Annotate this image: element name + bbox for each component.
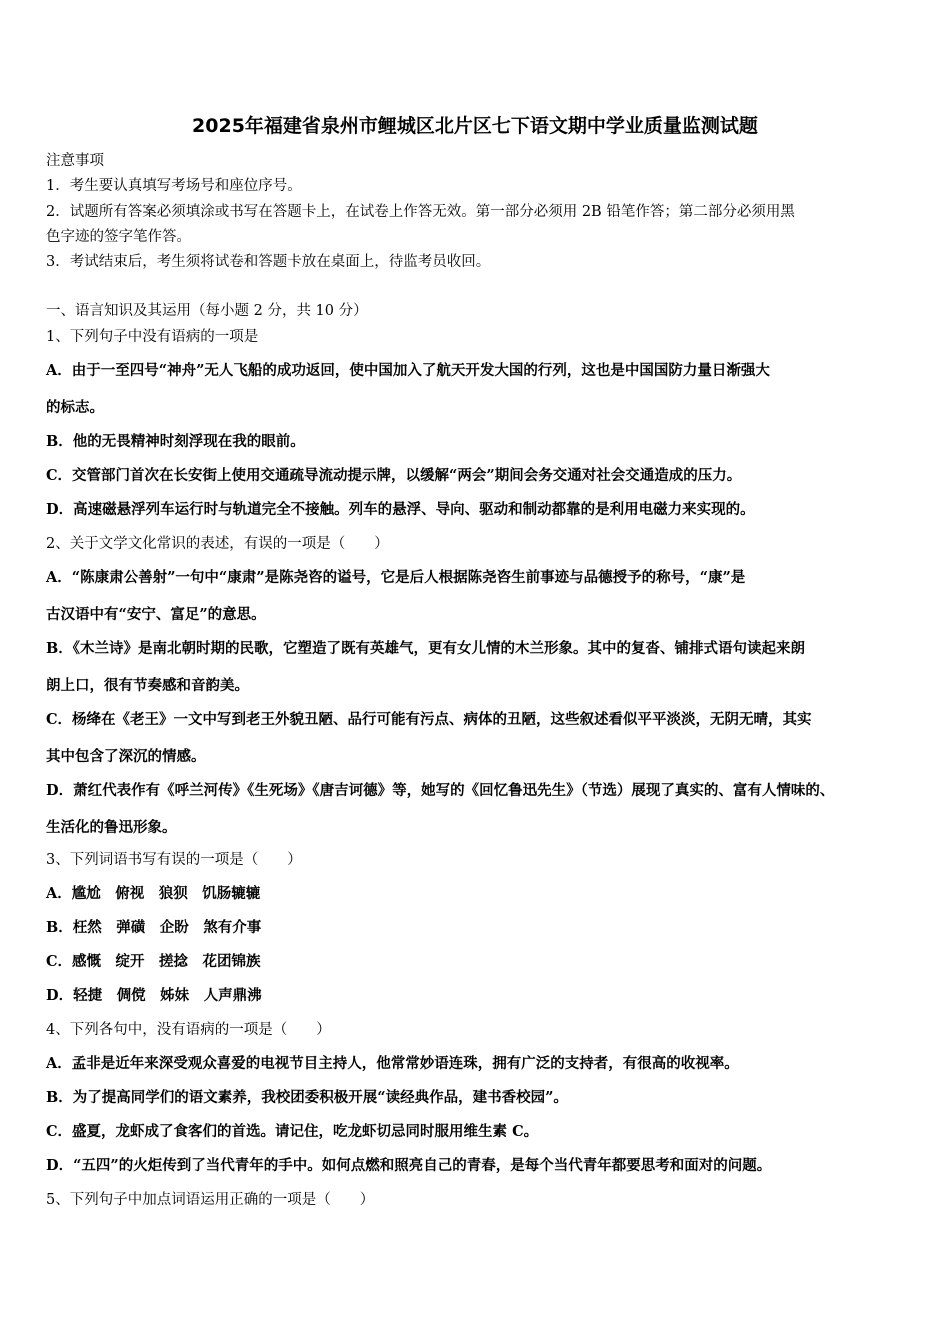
q2-option-b: B．《木兰诗》是南北朝时期的民歌，它塑造了既有英雄气，更有女儿情的木兰形象。其中的复沓、铺排式语句读起来朗: [46, 640, 806, 657]
q4-option-b: B．为了提高同学们的语文素养，我校团委积极开展“读经典作品，建书香校园”。: [46, 1089, 568, 1106]
notice-line-2: 2．试题所有答案必须填涂或书写在答题卡上，在试卷上作答无效。第一部分必须用 2B 铅笔作答；第二部分必须用黑: [46, 204, 795, 220]
q3-option-d: D．轻捷 倜傥 姊妹 人声鼎沸: [46, 987, 262, 1004]
q3-option-a: A．尴尬 俯视 狼狈 饥肠辘辘: [46, 885, 261, 902]
q2-option-d-cont: 生活化的鲁迅形象。: [46, 819, 177, 836]
q2-option-a-cont: 古汉语中有“安宁、富足”的意思。: [46, 606, 266, 623]
q1-option-d: D．高速磁悬浮列车运行时与轨道完全不接触。列车的悬浮、导向、驱动和制动都靠的是利用电磁力来实现的。: [46, 501, 755, 518]
q2-option-d: D．萧红代表作有《呼兰河传》《生死场》《唐吉诃德》等，她写的《回忆鲁迅先生》（节选）展现了真实的、富有人情味的、: [46, 782, 835, 799]
question-1-stem: 1、下列句子中没有语病的一项是: [46, 329, 259, 345]
notice-line-2-cont: 色字迹的签字笔作答。: [46, 229, 191, 245]
q3-option-c: C．感慨 绽开 搓捻 花团锦族: [46, 953, 261, 970]
q4-option-d: D．“五四”的火炬传到了当代青年的手中。如何点燃和照亮自己的青春，是每个当代青年都要思考和面对的问题。: [46, 1157, 772, 1174]
notice-line-3: 3．考试结束后，考生须将试卷和答题卡放在桌面上，待监考员收回。: [46, 254, 491, 270]
question-4-stem: 4、下列各句中，没有语病的一项是（ ）: [46, 1022, 331, 1038]
q4-option-c: C．盛夏，龙虾成了食客们的首选。请记住，吃龙虾切忌同时服用维生素 C。: [46, 1123, 539, 1140]
notice-heading: 注意事项: [46, 153, 104, 169]
q1-option-a-cont: 的标志。: [46, 399, 104, 416]
q1-option-b: B．他的无畏精神时刻浮现在我的眼前。: [46, 433, 305, 450]
q1-option-c: C．交管部门首次在长安街上使用交通疏导流动提示牌，以缓解“两会”期间会务交通对社会交通造成的压力。: [46, 467, 742, 484]
question-3-stem: 3、下列词语书写有误的一项是（ ）: [46, 852, 302, 868]
notice-line-1: 1．考生要认真填写考场号和座位序号。: [46, 178, 302, 194]
q2-option-c: C．杨绛在《老王》一文中写到老王外貌丑陋、品行可能有污点、病体的丑陋，这些叙述看似平平淡淡，无阴无晴，其实: [46, 711, 812, 728]
q4-option-a: A．孟非是近年来深受观众喜爱的电视节目主持人，他常常妙语连珠，拥有广泛的支持者，有很高的收视率。: [46, 1055, 739, 1072]
question-2-stem: 2、关于文学文化常识的表述，有误的一项是（ ）: [46, 536, 389, 552]
q2-option-b-cont: 朗上口，很有节奏感和音韵美。: [46, 677, 249, 694]
section-heading: 一、语言知识及其运用（每小题 2 分，共 10 分）: [46, 303, 368, 319]
q3-option-b: B．枉然 弹磺 企盼 煞有介事: [46, 919, 262, 936]
question-5-stem: 5、下列句子中加点词语运用正确的一项是（ ）: [46, 1192, 375, 1208]
q2-option-a: A．“陈康肃公善射”一句中“康肃”是陈尧咨的谥号，它是后人根据陈尧咨生前事迹与品德授予的称号，“康”是: [46, 569, 746, 586]
q1-option-a: A．由于一至四号“神舟”无人飞船的成功返回，使中国加入了航天开发大国的行列，这也是中国国防力量日渐强大: [46, 362, 770, 379]
q2-option-c-cont: 其中包含了深沉的情感。: [46, 748, 206, 765]
page-title: 2025年福建省泉州市鲤城区北片区七下语文期中学业质量监测试题: [192, 115, 758, 137]
